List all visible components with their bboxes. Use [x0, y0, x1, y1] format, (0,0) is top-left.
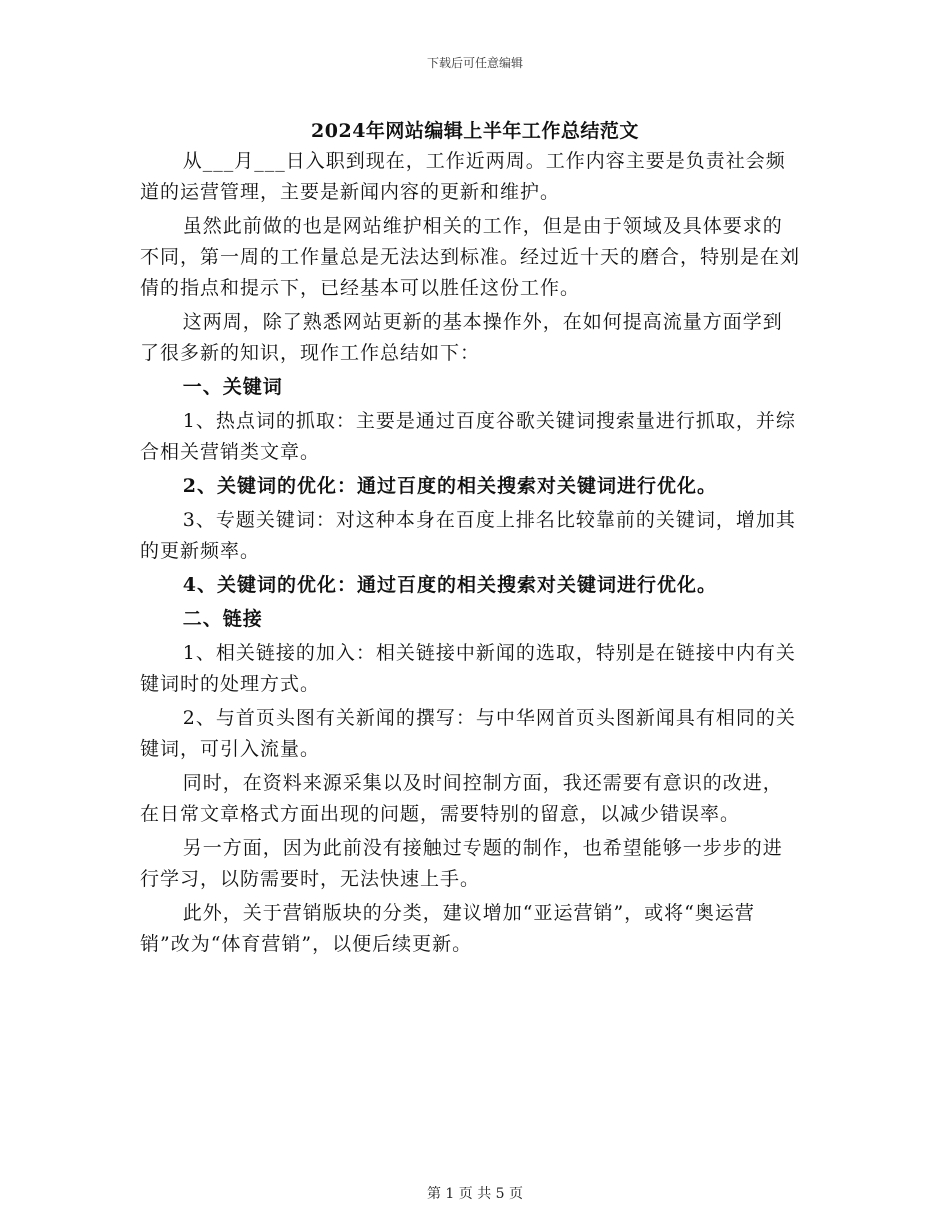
- document-title: 2024年网站编辑上半年工作总结范文: [311, 120, 639, 142]
- keyword-item-1: 1、热点词的抓取：主要是通过百度谷歌关键词搜索量进行抓取，并综合相关营销类文章。: [140, 410, 796, 463]
- paragraph-2: 虽然此前做的也是网站维护相关的工作，但是由于领域及具体要求的不同，第一周的工作量总是无法达到标准。经过近十天的磨合，特别是在刘倩的指点和提示下，已经基本可以胜任这份工作。: [140, 215, 801, 299]
- section-heading-links: 二、链接: [182, 608, 263, 630]
- link-item-1: 1、相关链接的加入：相关链接中新闻的选取，特别是在链接中内有关键词时的处理方式。: [140, 642, 796, 695]
- paragraph-3: 这两周，除了熟悉网站更新的基本操作外，在如何提高流量方面学到了很多新的知识，现作工作总结如下：: [140, 311, 783, 364]
- document-body: [140, 146, 800, 963]
- link-item-2: 2、与首页头图有关新闻的撰写：与中华网首页头图新闻具有相同的关键词，可引入流量。: [140, 707, 796, 760]
- paragraph-improvement: 同时，在资料来源采集以及时间控制方面，我还需要有意识的改进，在日常文章格式方面出现的问题，需要特别的留意，以减少错误率。: [140, 772, 783, 825]
- keyword-item-4: 4、关键词的优化：通过百度的相关搜索对关键词进行优化。: [182, 574, 717, 596]
- page-number: 第 1 页 共 5 页: [426, 1186, 524, 1202]
- header-note: 下载后可任意编辑: [426, 56, 523, 70]
- paragraph-learning: 另一方面，因为此前没有接触过专题的制作，也希望能够一步步的进行学习，以防需要时，无法快速上手。: [140, 837, 783, 890]
- section-heading-keywords: 一、关键词: [182, 376, 283, 398]
- keyword-item-3: 3、专题关键词：对这种本身在百度上排名比较靠前的关键词，增加其的更新频率。: [140, 509, 796, 562]
- keyword-item-2: 2、关键词的优化：通过百度的相关搜索对关键词进行优化。: [182, 475, 717, 497]
- paragraph-1: 从___月___日入职到现在，工作近两周。工作内容主要是负责社会频道的运营管理，主要是新闻内容的更新和维护。: [140, 150, 786, 203]
- paragraph-suggestion: 此外，关于营销版块的分类，建议增加“亚运营销”，或将“奥运营销”改为“体育营销”，以便后续更新。: [140, 902, 755, 955]
